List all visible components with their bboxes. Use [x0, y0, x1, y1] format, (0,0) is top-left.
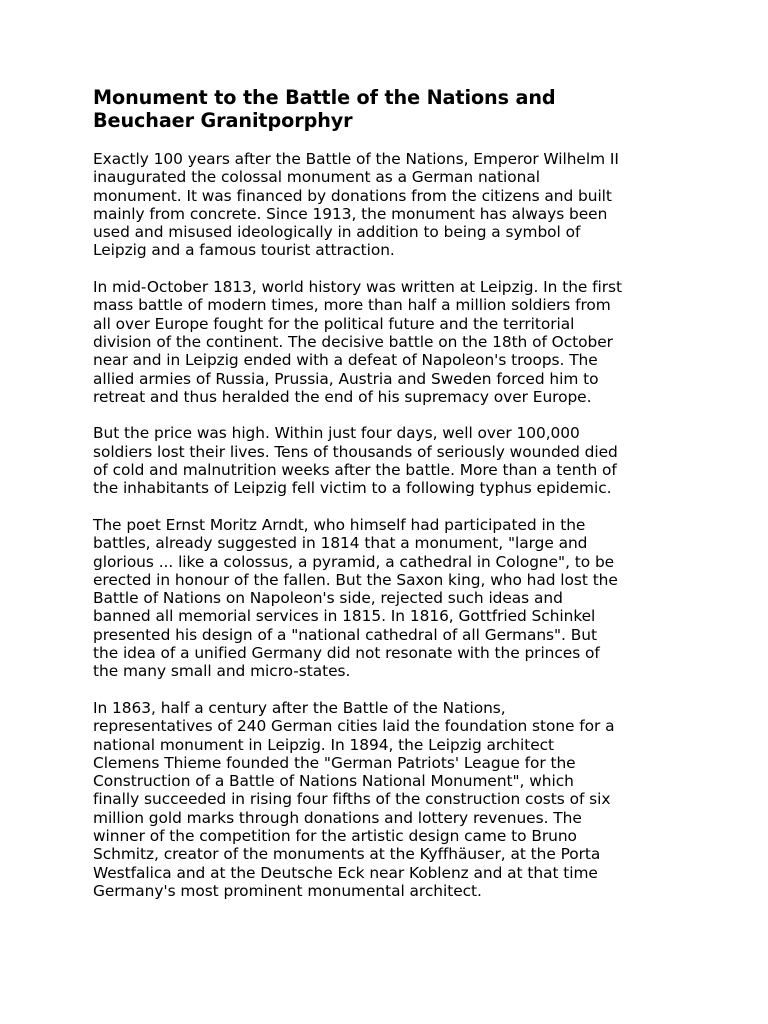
- paragraph-5: In 1863, half a century after the Battle of the Nations, representatives of 240 German cities laid the foundation stone for a national monument in Leipzig. In 1894, the Leipzig architect Clemens Thieme founded the "German Patriots' League for the Construction of a Battle of Nations National Monument", which finally succeeded in rising four fifths of the construction costs of six million gold marks through donations and lottery revenues. The winner of the competition for the artistic design came to Bruno Schmitz, creator of the monuments at the Kyffhäuser, at the Porta Westfalica and at the Deutsche Eck near Koblenz and at that time Germany's most prominent monumental architect.: [93, 698, 615, 900]
- document-title: Monument to the Battle of the Nations and Beuchaer Granitporphyr: [93, 86, 556, 132]
- paragraph-3: But the price was high. Within just four days, well over 100,000 soldiers lost their lives. Tens of thousands of seriously wounded died of cold and malnutrition weeks after the battle. More than a tenth of the inhabitants of Leipzig fell victim to a following typhus epidemic.: [93, 424, 618, 498]
- document-page: [93, 86, 683, 900]
- paragraph-4: The poet Ernst Moritz Arndt, who himself had participated in the battles, already suggested in 1814 that a monument, "large and glorious ... like a colossus, a pyramid, a cathedral in Cologne", to be erected in honour of the fallen. But the Saxon king, who had lost the Battle of Nations on Napoleon's side, rejected such ideas and banned all memorial services in 1815. In 1816, Gottfried Schinkel presented his design of a "national cathedral of all Germans". But the idea of a unified Germany did not resonate with the princes of the many small and micro-states.: [93, 515, 618, 681]
- paragraph-1: Exactly 100 years after the Battle of the Nations, Emperor Wilhelm II inaugurated the colossal monument as a German national monument. It was financed by donations from the citizens and built mainly from concrete. Since 1913, the monument has always been used and misused ideologically in addition to being a symbol of Leipzig and a famous tourist attraction.: [93, 150, 619, 260]
- paragraph-2: In mid-October 1813, world history was written at Leipzig. In the first mass battle of modern times, more than half a million soldiers from all over Europe fought for the political future and the territorial division of the continent. The decisive battle on the 18th of October near and in Leipzig ended with a defeat of Napoleon's troops. The allied armies of Russia, Prussia, Austria and Sweden forced him to retreat and thus heralded the end of his supremacy over Europe.: [93, 278, 622, 406]
